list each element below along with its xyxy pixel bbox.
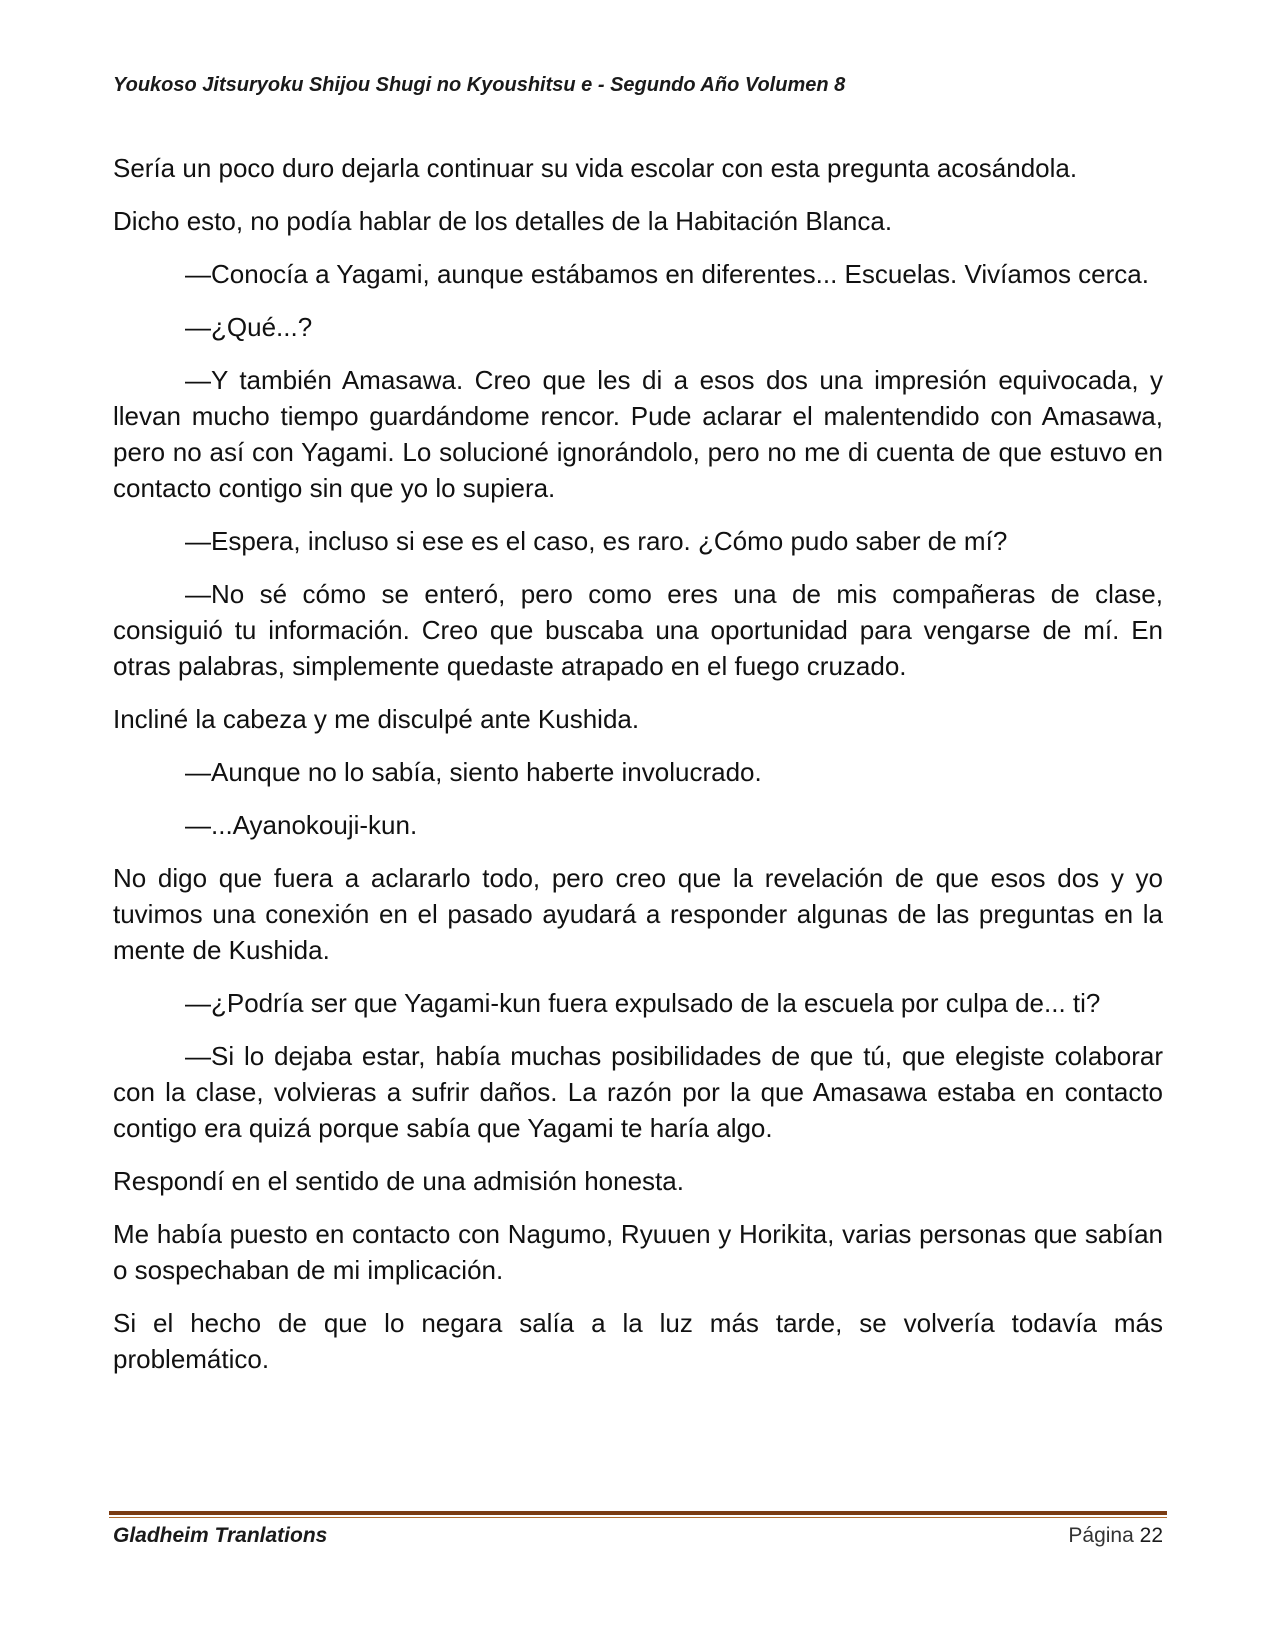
paragraph: Me había puesto en contacto con Nagumo, Ryuuen y Horikita, varias personas que sabían o sospechaban de mi implicación.	[113, 1219, 1163, 1285]
footer-divider-thin	[109, 1517, 1167, 1518]
dialogue-paragraph: —Aunque no lo sabía, siento haberte involucrado.	[185, 757, 762, 787]
page-indicator	[1068, 1524, 1163, 1548]
dialogue-paragraph: —No sé cómo se enteró, pero como eres una de mis compañeras de clase, consiguió tu información. Creo que buscaba una oportunidad para vengarse de mí. En otras palabras, simplemente quedaste atrapado en el fuego cruzado.	[113, 579, 1163, 681]
paragraph: Si el hecho de que lo negara salía a la luz más tarde, se volvería todavía más problemático.	[113, 1308, 1163, 1374]
dialogue-paragraph: —...Ayanokouji-kun.	[185, 810, 418, 840]
paragraph: Respondí en el sentido de una admisión honesta.	[113, 1166, 684, 1196]
dialogue-paragraph: —Espera, incluso si ese es el caso, es raro. ¿Cómo pudo saber de mí?	[185, 526, 1008, 556]
dialogue-paragraph: —Y también Amasawa. Creo que les di a esos dos una impresión equivocada, y llevan mucho tiempo guardándome rencor. Pude aclarar el malentendido con Amasawa, pero no así con Yagami. Lo solucioné ignorándolo, pero no me di cuenta de que estuvo en contacto contigo sin que yo lo supiera.	[113, 365, 1163, 503]
footer-credit: Gladheim Tranlations	[113, 1524, 328, 1547]
paragraph: Dicho esto, no podía hablar de los detalles de la Habitación Blanca.	[113, 206, 893, 236]
paragraph: Sería un poco duro dejarla continuar su vida escolar con esta pregunta acosándola.	[113, 153, 1078, 183]
dialogue-paragraph: —¿Qué...?	[185, 312, 313, 342]
page-number: 22	[1139, 1524, 1163, 1547]
dialogue-paragraph: —Si lo dejaba estar, había muchas posibilidades de que tú, que elegiste colaborar con la clase, volvieras a sufrir daños. La razón por la que Amasawa estaba en contacto contigo era quizá porque sabía que Yagami te haría algo.	[113, 1041, 1163, 1143]
paragraph: No digo que fuera a aclararlo todo, pero creo que la revelación de que esos dos y yo tuvimos una conexión en el pasado ayudará a responder algunas de las preguntas en la mente de Kushida.	[113, 863, 1163, 965]
paragraph: Incliné la cabeza y me disculpé ante Kushida.	[113, 704, 640, 734]
running-header: Youkoso Jitsuryoku Shijou Shugi no Kyoushitsu e - Segundo Año Volumen 8	[113, 74, 846, 96]
dialogue-paragraph: —Conocía a Yagami, aunque estábamos en diferentes... Escuelas. Vivíamos cerca.	[185, 259, 1149, 289]
page-body	[113, 150, 1163, 1394]
footer-divider	[109, 1511, 1167, 1519]
dialogue-paragraph: —¿Podría ser que Yagami-kun fuera expulsado de la escuela por culpa de... ti?	[185, 988, 1101, 1018]
page-label: Página	[1068, 1524, 1134, 1547]
footer-divider-thick	[109, 1511, 1167, 1515]
